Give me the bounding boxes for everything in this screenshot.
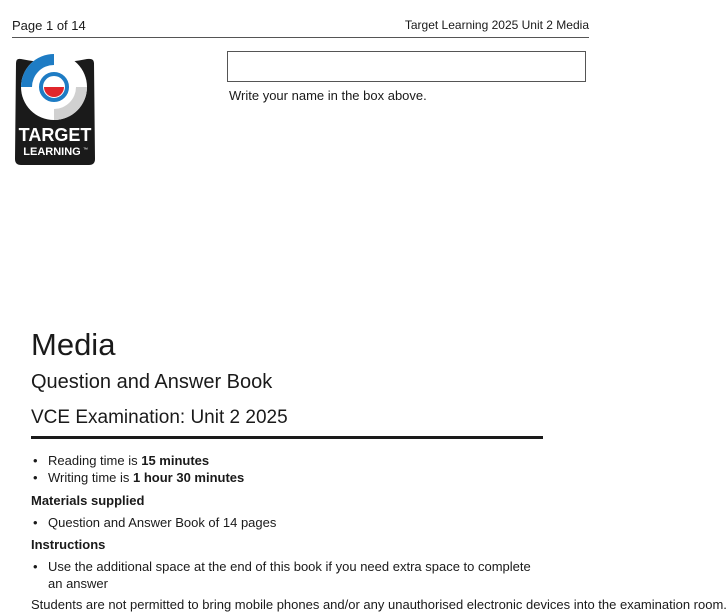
reading-time-item: • Reading time is 15 minutes	[31, 452, 551, 469]
page-number: Page 1 of 14	[12, 18, 86, 33]
student-name-box[interactable]	[227, 51, 586, 82]
writing-time-item: • Writing time is 1 hour 30 minutes	[31, 469, 551, 486]
timing-list	[31, 452, 551, 486]
page-title: Media	[31, 327, 116, 362]
instructions-item: • Use the additional space at the end of this book if you need extra space to complete an answer	[31, 558, 531, 592]
reading-time-value: 15 minutes	[141, 453, 210, 468]
target-learning-logo	[11, 49, 98, 166]
materials-item: • Question and Answer Book of 14 pages	[31, 514, 551, 531]
header-document-title: Target Learning 2025 Unit 2 Media	[404, 18, 589, 32]
materials-list	[31, 514, 551, 531]
name-box-hint: Write your name in the box above.	[229, 88, 427, 103]
logo-trademark: ™	[83, 147, 88, 153]
page-header	[12, 17, 589, 38]
logo-text-learning: LEARNING	[23, 146, 81, 158]
exam-title: VCE Examination: Unit 2 2025	[31, 407, 288, 428]
book-subtitle: Question and Answer Book	[31, 371, 273, 393]
writing-time-value: 1 hour 30 minutes	[133, 470, 245, 485]
title-divider	[31, 436, 543, 439]
instructions-heading: Instructions	[31, 537, 106, 552]
instructions-partial-line: Students are not permitted to bring mobile phones and/or any unauthorised electronic devices into the examination room.	[31, 597, 727, 612]
instructions-list	[31, 558, 531, 592]
logo-text-target: TARGET	[18, 125, 92, 145]
materials-heading: Materials supplied	[31, 493, 145, 508]
